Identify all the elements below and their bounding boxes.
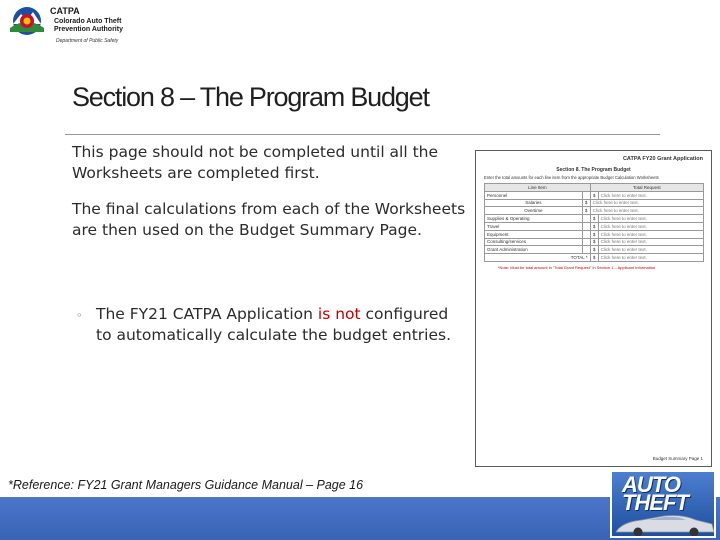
paragraph-2: The final calculations from each of the Worksheets are then used on the Budget Summary Page. xyxy=(72,200,466,239)
reference-note: *Reference: FY21 Grant Managers Guidance Manual – Page 16 xyxy=(8,478,364,492)
row-label: Personnel xyxy=(485,191,583,199)
row-value-field[interactable]: Click here to enter text. xyxy=(598,246,703,254)
row-value-field[interactable]: Click here to enter text. xyxy=(590,199,703,207)
logo-line-1: Colorado Auto Theft xyxy=(54,18,122,25)
form-instruction: Enter the total amounts for each line item from the appropriate Budget Calculation Worksheets xyxy=(484,175,659,180)
table-row xyxy=(485,215,704,223)
row-spacer xyxy=(582,222,590,230)
row-value-field[interactable]: Click here to enter text. xyxy=(590,207,703,215)
row-spacer xyxy=(582,191,590,199)
row-dollar: $ xyxy=(590,191,598,199)
row-dollar: $ xyxy=(582,207,590,215)
row-value-field[interactable]: Click here to enter text. xyxy=(598,238,703,246)
colorado-flag-icon xyxy=(6,6,48,36)
logo-title: CATPA xyxy=(50,6,80,16)
bullet-item xyxy=(76,304,456,346)
row-label: Supplies & Operating xyxy=(485,215,583,223)
row-label: Travel xyxy=(485,222,583,230)
bullet-text xyxy=(96,304,456,346)
table-row xyxy=(485,222,704,230)
row-label: Equipment xyxy=(485,230,583,238)
logo-line-3: Department of Public Safety xyxy=(56,38,119,44)
logo-line-2: Prevention Authority xyxy=(54,26,123,33)
row-label: Consulting/services xyxy=(485,238,583,246)
title-divider xyxy=(65,134,660,135)
col-total-request: Total Request xyxy=(590,184,703,192)
table-row xyxy=(485,199,704,207)
table-row-total xyxy=(485,254,704,262)
form-section-title: Section 8. The Program Budget xyxy=(556,167,631,173)
row-value-field[interactable]: Click here to enter text. xyxy=(598,191,703,199)
row-value-field[interactable]: Click here to enter text. xyxy=(598,254,703,262)
table-row xyxy=(485,246,704,254)
row-value-field[interactable]: Click here to enter text. xyxy=(598,222,703,230)
row-dollar: $ xyxy=(590,238,598,246)
row-dollar: $ xyxy=(590,222,598,230)
row-spacer xyxy=(582,215,590,223)
slide-title: Section 8 – The Program Budget xyxy=(72,82,429,112)
table-row xyxy=(485,191,704,199)
form-header: CATPA FY20 Grant Application xyxy=(622,156,703,162)
row-dollar: $ xyxy=(590,230,598,238)
row-spacer xyxy=(582,246,590,254)
paragraph-1: This page should not be completed until all the Worksheets are completed first. xyxy=(72,143,439,182)
row-label: TOTAL * xyxy=(485,254,591,262)
row-value-field[interactable]: Click here to enter text. xyxy=(598,230,703,238)
bullet-highlight: is not xyxy=(317,305,361,323)
col-line-item: Line Item xyxy=(485,184,591,192)
row-dollar: $ xyxy=(590,254,598,262)
form-budget-table xyxy=(484,183,704,262)
row-label: Grant Administration xyxy=(485,246,583,254)
form-footer: Budget Summary Page 1 xyxy=(652,456,703,461)
bullet-circle-icon: ◦ xyxy=(76,309,83,322)
table-row xyxy=(485,230,704,238)
row-value-field[interactable]: Click here to enter text. xyxy=(598,215,703,223)
bullet-text-start: The FY21 CATPA Application xyxy=(96,305,318,323)
table-row xyxy=(485,207,704,215)
row-spacer xyxy=(582,238,590,246)
row-dollar: $ xyxy=(590,246,598,254)
badge-line-1: AUTO xyxy=(622,472,680,497)
row-label: Salaries xyxy=(485,199,583,207)
table-header-row xyxy=(485,184,704,192)
bullet-text-end: configured to automatically calculate the budget entries. xyxy=(96,305,452,344)
row-dollar: $ xyxy=(590,215,598,223)
budget-summary-form-image xyxy=(475,150,712,467)
catpa-logo xyxy=(6,4,136,48)
badge-line-2: THEFT xyxy=(622,490,688,515)
row-dollar: $ xyxy=(582,199,590,207)
auto-theft-badge xyxy=(610,470,716,538)
car-icon xyxy=(612,510,716,536)
row-spacer xyxy=(582,230,590,238)
row-label: Overtime xyxy=(485,207,583,215)
table-row xyxy=(485,238,704,246)
form-note: *Note: Must be total amount in "Total Grant Request" in Section 1 – Applicant Information xyxy=(498,265,656,270)
